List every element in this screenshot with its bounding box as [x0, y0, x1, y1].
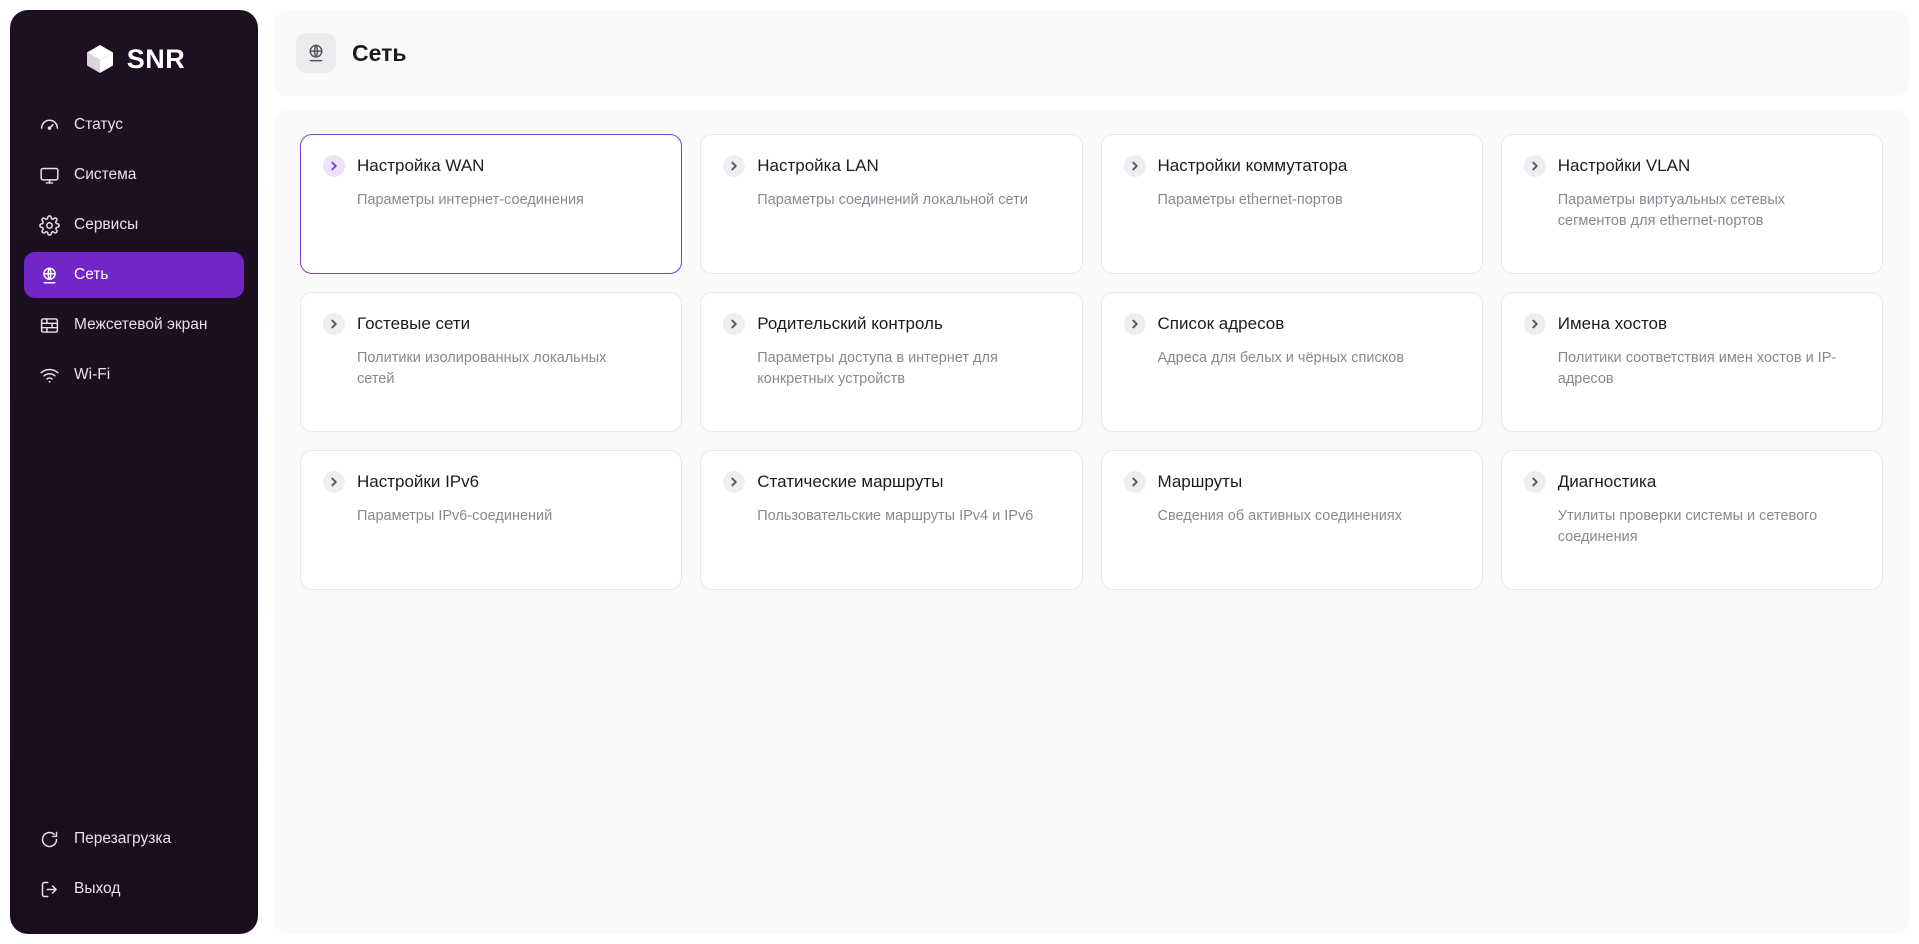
card-address-list[interactable]	[1101, 292, 1483, 432]
card-header	[723, 155, 1059, 177]
card-header	[323, 313, 659, 335]
card-title: Настройки VLAN	[1557, 155, 1691, 175]
brand-logo[interactable]	[10, 28, 258, 102]
card-host-names[interactable]	[1501, 292, 1883, 432]
sidebar-item-reboot[interactable]	[24, 816, 244, 862]
card-description: Утилиты проверки системы и сетевого соединения	[1557, 508, 1818, 546]
card-switch-settings[interactable]	[1101, 134, 1483, 274]
card-title: Настройка LAN	[757, 155, 879, 175]
sidebar-item-label: Сервисы	[74, 216, 139, 233]
card-title: Родительский контроль	[757, 313, 943, 333]
card-wan-settings[interactable]	[300, 134, 682, 274]
chevron-right-icon	[1124, 155, 1146, 177]
sidebar	[10, 10, 258, 934]
card-description: Адреса для белых и чёрных списков	[1157, 350, 1405, 366]
card-header	[1524, 313, 1860, 335]
card-description: Сведения об активных соединениях	[1157, 508, 1402, 524]
chevron-right-icon	[1124, 313, 1146, 335]
card-description: Параметры ethernet-портов	[1157, 192, 1343, 208]
globe-icon	[38, 264, 60, 286]
card-description: Параметры интернет-соединения	[357, 192, 584, 208]
restart-icon	[38, 828, 60, 850]
card-title: Настройки коммутатора	[1157, 155, 1348, 175]
chevron-right-icon	[723, 155, 745, 177]
sidebar-item-system[interactable]	[24, 152, 244, 198]
card-header	[1124, 313, 1460, 335]
sidebar-item-label: Межсетевой экран	[74, 316, 208, 333]
page-header	[274, 10, 1909, 96]
chevron-right-icon	[323, 155, 345, 177]
network-card-grid	[300, 134, 1883, 590]
card-header	[723, 313, 1059, 335]
chevron-right-icon	[1524, 155, 1546, 177]
chevron-right-icon	[1124, 471, 1146, 493]
card-title: Имена хостов	[1557, 313, 1668, 333]
card-description: Параметры IPv6-соединений	[357, 508, 553, 524]
card-description: Пользовательские маршруты IPv4 и IPv6	[757, 508, 1034, 524]
sidebar-item-logout[interactable]	[24, 866, 244, 912]
gear-icon	[38, 214, 60, 236]
chevron-right-icon	[323, 313, 345, 335]
card-header	[1524, 471, 1860, 493]
card-title: Диагностика	[1557, 471, 1657, 491]
card-header	[723, 471, 1059, 493]
card-ipv6-settings[interactable]	[300, 450, 682, 590]
card-routes[interactable]	[1101, 450, 1483, 590]
main-area	[274, 10, 1909, 934]
card-parental-control[interactable]	[700, 292, 1082, 432]
card-title: Маршруты	[1157, 471, 1243, 491]
chevron-right-icon	[1524, 471, 1546, 493]
card-header	[323, 471, 659, 493]
sidebar-item-label: Система	[74, 166, 137, 183]
sidebar-item-services[interactable]	[24, 202, 244, 248]
sidebar-bottom-nav	[10, 816, 258, 912]
logout-icon	[38, 878, 60, 900]
content-panel	[274, 110, 1909, 934]
sidebar-item-label: Статус	[74, 116, 123, 133]
sidebar-item-firewall[interactable]	[24, 302, 244, 348]
sidebar-item-network[interactable]	[24, 252, 244, 298]
card-lan-settings[interactable]	[700, 134, 1082, 274]
brand-name: SNR	[126, 43, 186, 74]
chevron-right-icon	[1524, 313, 1546, 335]
card-description: Параметры соединений локальной сети	[757, 192, 1028, 208]
wifi-icon	[38, 364, 60, 386]
card-header	[1524, 155, 1860, 177]
card-description: Параметры виртуальных сетевых сегментов для ethernet-портов	[1557, 192, 1786, 230]
sidebar-item-label: Выход	[74, 880, 121, 897]
card-description: Политики изолированных локальных сетей	[357, 350, 607, 388]
card-header	[1124, 155, 1460, 177]
sidebar-nav	[10, 102, 258, 398]
card-title: Настройка WAN	[357, 155, 485, 175]
chevron-right-icon	[723, 471, 745, 493]
card-title: Гостевые сети	[357, 313, 471, 333]
card-static-routes[interactable]	[700, 450, 1082, 590]
globe-icon	[296, 33, 336, 73]
card-guest-networks[interactable]	[300, 292, 682, 432]
card-description: Политики соответствия имен хостов и IP-адресов	[1557, 350, 1837, 388]
card-diagnostics[interactable]	[1501, 450, 1883, 590]
card-title: Настройки IPv6	[357, 471, 480, 491]
card-description: Параметры доступа в интернет для конкретных устройств	[757, 350, 998, 388]
chevron-right-icon	[723, 313, 745, 335]
chevron-right-icon	[323, 471, 345, 493]
card-title: Статические маршруты	[757, 471, 944, 491]
sidebar-item-label: Перезагрузка	[74, 830, 172, 847]
sidebar-item-label: Wi-Fi	[74, 366, 111, 383]
card-header	[323, 155, 659, 177]
sidebar-item-label: Сеть	[74, 266, 109, 283]
gauge-icon	[38, 114, 60, 136]
card-vlan-settings[interactable]	[1501, 134, 1883, 274]
snr-cube-logo-icon	[83, 42, 117, 76]
monitor-icon	[38, 164, 60, 186]
firewall-icon	[38, 314, 60, 336]
card-header	[1124, 471, 1460, 493]
card-title: Список адресов	[1157, 313, 1285, 333]
sidebar-item-status[interactable]	[24, 102, 244, 148]
sidebar-item-wifi[interactable]	[24, 352, 244, 398]
page-title: Сеть	[352, 39, 407, 66]
